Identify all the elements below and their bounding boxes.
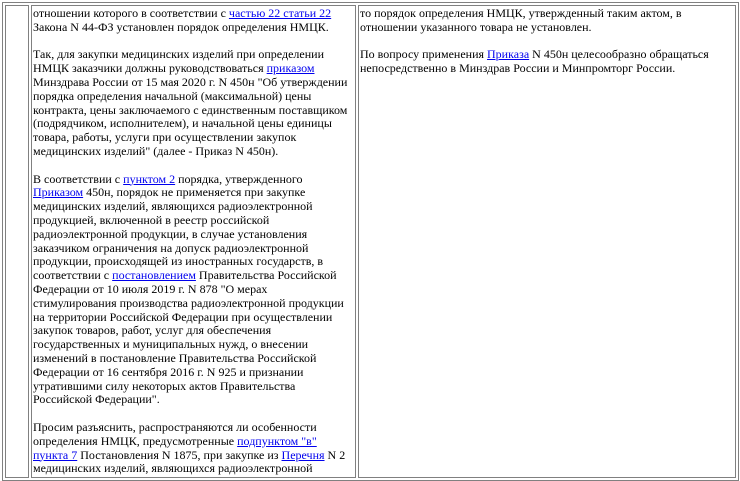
link-chast-22-stati-22[interactable]: частью 22 статьи 22	[228, 6, 332, 20]
table-row	[5, 5, 736, 478]
link-prikaza[interactable]: Приказа	[487, 47, 530, 62]
link-podpunkt-v-punkta-7[interactable]: подпунктом "в" пункта 7	[33, 433, 317, 462]
link-punkt-2[interactable]: пунктом 2	[123, 171, 176, 186]
link-prikaz[interactable]: приказом	[266, 61, 315, 76]
paragraph: Просим разъяснить, распространяются ли особенности определения НМЦК, предусмотренные подпунктом "в" пункта 7 Постановления N 1875, при закупке из Перечня N 2 медицинских изделий, являющихся радиоэлектронной	[33, 419, 346, 476]
link-postanovleniem[interactable]: постановлением	[112, 268, 196, 283]
paragraph: то порядок определения НМЦК, утвержденный таким актом, в отношении указанного товара не установлен.	[360, 6, 682, 34]
document-table	[2, 2, 739, 481]
paragraph: В соответствии с пунктом 2 порядка, утвержденного Приказом 450н, порядок не применяется при закупке медицинских изделий, являющихся радиоэлектронной продукцией, включенной в реестр российской радиоэлектронной продукции, в случае установления заказчиком ограничения на допуск радиоэлектронной продукции, происходящей из иностранных государств, в соответствии с постановлением Правительства Российской Федерации от 10 июля 2019 г. N 878 "О мерах стимулирования производства радиоэлектронной продукции на территории Российской Федерации при осуществлении закупок товаров, работ, услуг для обеспечения государственных и муниципальных нужд, о внесении изменений в постановление Правительства Российской Федерации от 16 сентября 2016 г. N 925 и признании утратившими силу некоторых актов Правительства Российской Федерации".	[33, 171, 344, 407]
question-cell	[31, 5, 356, 478]
link-perechnya[interactable]: Перечня	[281, 447, 325, 462]
link-prikazom[interactable]: Приказом	[33, 185, 84, 200]
answer-cell	[358, 5, 736, 478]
paragraph: Так, для закупки медицинских изделий при определении НМЦК заказчики должны руководствоваться приказом Минздрава России от 15 мая 2020 г. N 450н "Об утверждении порядка определения начальной (максимальной) цены контракта, цены заключаемого с единственным поставщиком (подрядчиком, исполнителем), и начальной цены единицы товара, работы, услуги при осуществлении закупок медицинских изделий" (далее - Приказ N 450н).	[33, 47, 348, 158]
paragraph: По вопросу применения Приказа N 450н целесообразно обращаться непосредственно в Минздрав России и Минпромторг России.	[360, 47, 709, 76]
empty-cell	[5, 5, 29, 478]
paragraph: отношении которого в соответствии с частью 22 статьи 22 Закона N 44-ФЗ установлен порядок определения НМЦК.	[33, 6, 332, 34]
